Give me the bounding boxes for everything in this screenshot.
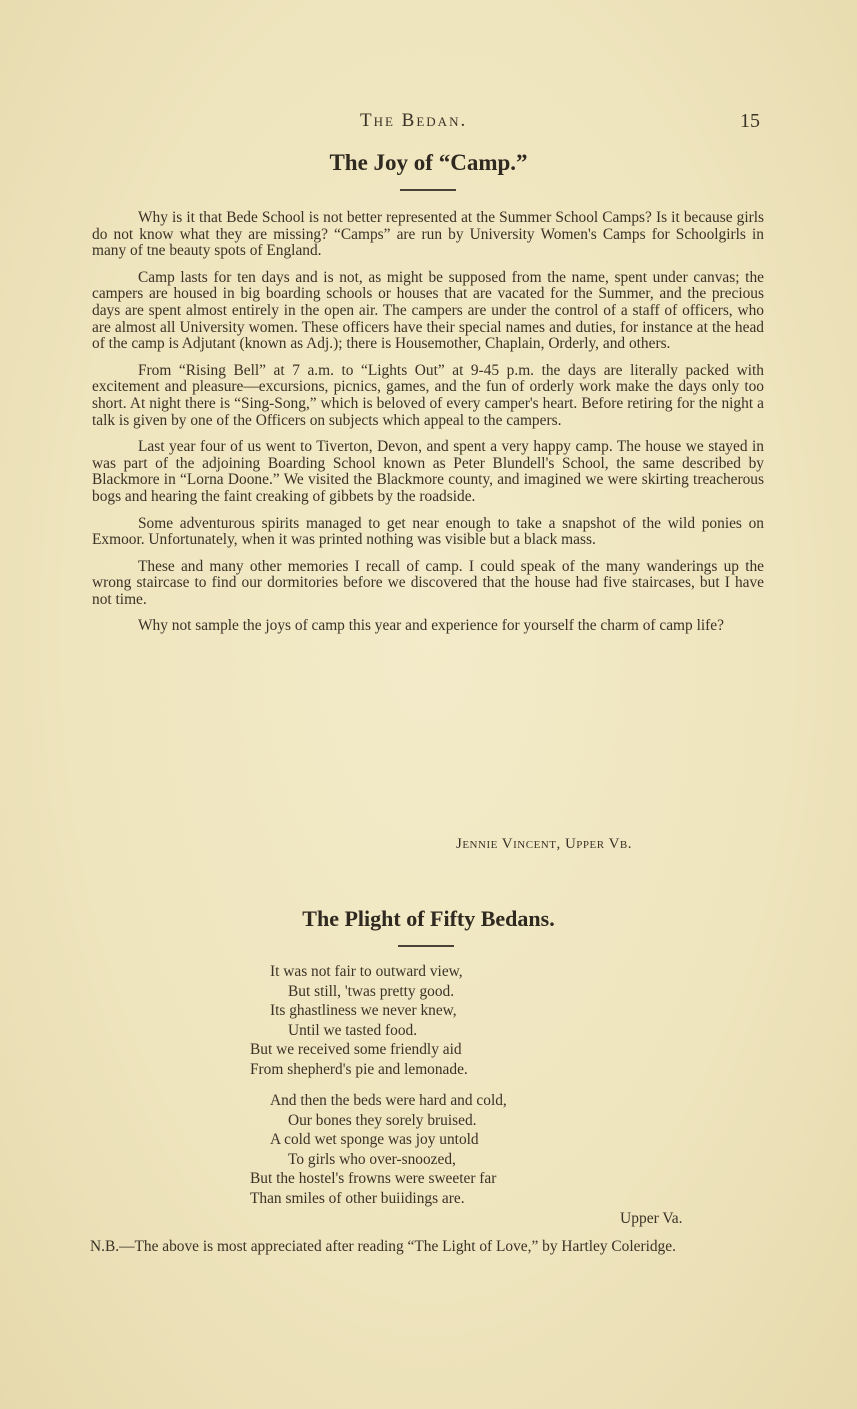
poem-line: But we received some friendly aid — [250, 1041, 462, 1058]
paragraph: Why is it that Bede School is not better represented at the Summer School Camps? Is it because girls do not know what they are missing? “Camps” are run by University Women's Camps for Schoolgirls in many of tne beauty spots of England. — [92, 209, 764, 260]
poem-line: And then the beds were hard and cold, — [270, 1092, 507, 1109]
poem-line: From shepherd's pie and lemonade. — [250, 1060, 468, 1078]
article-body-camp — [92, 210, 764, 645]
paragraph: Why not sample the joys of camp this year and experience for yourself the charm of camp life? — [138, 617, 724, 635]
author-signature: Jennie Vincent, Upper Vb. — [456, 836, 632, 852]
poem-line: Until we tasted food. — [288, 1021, 418, 1039]
poem-line: To girls who over-snoozed, — [288, 1150, 456, 1168]
poem-line: Its ghastliness we never knew, — [270, 1002, 457, 1019]
poem-credit: Upper Va. — [620, 1210, 683, 1227]
poem-line: It was not fair to outward view, — [270, 963, 463, 980]
paragraph: Last year four of us went to Tiverton, Devon, and spent a very happy camp. The house we stayed in was part of the adjoining Boarding School known as Peter Blundell's School, the same described by Blackmore in “Lorna Doone.” We visited the Blackmore county, and imagined we were skirting treacherous bogs and hearing the faint creaking of gibbets by the roadside. — [92, 438, 764, 505]
poem-stanza — [250, 1091, 670, 1208]
poem-stanza — [250, 962, 670, 1079]
paragraph: These and many other memories I recall of camp. I could speak of the many wanderings up the wrong staircase to find our dormitories before we discovered that the house had five staircases, but I have not time. — [92, 557, 764, 608]
title-rule — [400, 189, 456, 191]
paragraph: From “Rising Bell” at 7 a.m. to “Lights Out” at 9-45 p.m. the days are literally packed with excitement and pleasure—excursions, picnics, games, and the fun of orderly work make the days only too short. At night there is “Sing-Song,” which is beloved of every camper's heart. Before retiring for the night a talk is given by one of the Officers on subjects which appeal to the campers. — [92, 361, 764, 429]
poem-line: Our bones they sorely bruised. — [288, 1111, 477, 1129]
poem-line: A cold wet sponge was joy untold — [270, 1131, 479, 1148]
title-rule — [398, 945, 454, 947]
running-title: The Bedan. — [360, 110, 468, 131]
page-number: 15 — [740, 110, 760, 132]
article-title-camp: The Joy of “Camp.” — [329, 150, 528, 175]
paragraph: Some adventurous spirits managed to get near enough to take a snapshot of the wild ponies on Exmoor. Unfortunately, when it was printed nothing was visible but a black mass. — [92, 514, 764, 549]
article-title-plight: The Plight of Fifty Bedans. — [302, 906, 555, 931]
footnote: N.B.—The above is most appreciated after reading “The Light of Love,” by Hartley Coleridge. — [90, 1238, 676, 1255]
paragraph: Camp lasts for ten days and is not, as might be supposed from the name, spent under canvas; the campers are housed in big boarding schools or houses that are vacated for the Summer, and the precious days are spent almost entirely in the open air. The campers are under the control of a staff of officers, who are almost all University women. These officers have their special names and duties, for instance at the head of the camp is Adjutant (known as Adj.); there is Housemother, Chaplain, Orderly, and others. — [92, 268, 764, 353]
poem-line: But the hostel's frowns were sweeter far — [250, 1170, 497, 1187]
poem-line: Than smiles of other buiidings are. — [250, 1189, 465, 1207]
poem — [250, 962, 670, 1220]
poem-line: But still, 'twas pretty good. — [288, 982, 455, 1000]
